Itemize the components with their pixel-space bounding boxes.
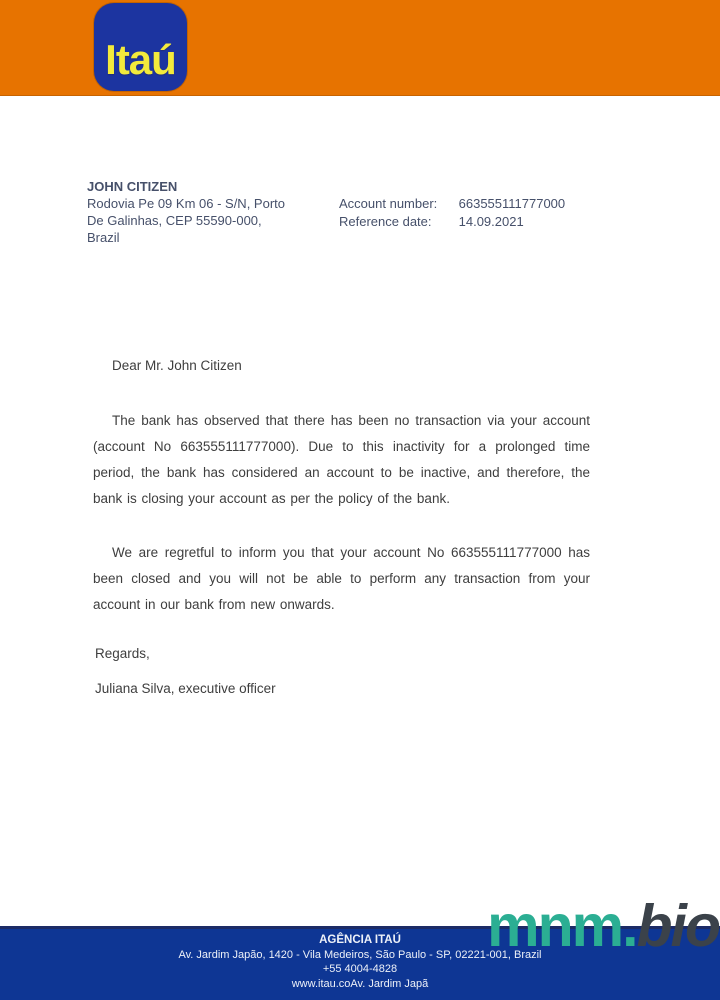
closing: Regards, bbox=[95, 646, 150, 661]
itau-logo-text: Itaú bbox=[105, 36, 176, 83]
account-number-value: 663555111777000 bbox=[458, 196, 566, 211]
mnm-bio-watermark bbox=[487, 893, 719, 959]
recipient-address-line: De Galinhas, CEP 55590-000, bbox=[87, 213, 262, 228]
watermark-primary: mnm. bbox=[487, 893, 637, 959]
recipient-address-line: Rodovia Pe 09 Km 06 - S/N, Porto bbox=[87, 196, 285, 211]
footer-website: www.itau.coAv. Jardim Japã bbox=[291, 977, 429, 990]
watermark-secondary: bio bbox=[636, 893, 719, 959]
reference-date-row bbox=[339, 213, 565, 231]
account-number-label: Account number: bbox=[339, 196, 438, 211]
footer-address: Av. Jardim Japão, 1420 - Vila Medeiros, São Paulo - SP, 02221-001, Brazil bbox=[178, 948, 542, 961]
reference-date-value: 14.09.2021 bbox=[458, 214, 524, 229]
letter-paragraph-1: The bank has observed that there has been no transaction via your account (account No 663555111777000). Due to this inactivity for a prolonged time period, the bank has considered an account to be inactive, and therefore, the bank is closing your account as per the policy of the bank. bbox=[93, 413, 590, 506]
salutation: Dear Mr. John Citizen bbox=[112, 358, 242, 373]
recipient-name: JOHN CITIZEN bbox=[87, 179, 178, 194]
account-number-row bbox=[339, 195, 565, 213]
footer-phone: +55 4004-4828 bbox=[322, 963, 398, 975]
itau-logo bbox=[94, 3, 187, 91]
letter-paragraph-2: We are regretful to inform you that your account No 663555111777000 has been closed and you will not be able to perform any transaction from your account in our bank from new onwards. bbox=[93, 545, 590, 612]
account-meta-block bbox=[339, 195, 565, 231]
header-band bbox=[0, 0, 720, 96]
footer-agency-name: AGÊNCIA ITAÚ bbox=[319, 934, 401, 946]
recipient-address-line: Brazil bbox=[87, 230, 120, 245]
signature: Juliana Silva, executive officer bbox=[95, 681, 276, 696]
reference-date-label: Reference date: bbox=[339, 214, 432, 229]
recipient-address-block bbox=[87, 178, 327, 246]
